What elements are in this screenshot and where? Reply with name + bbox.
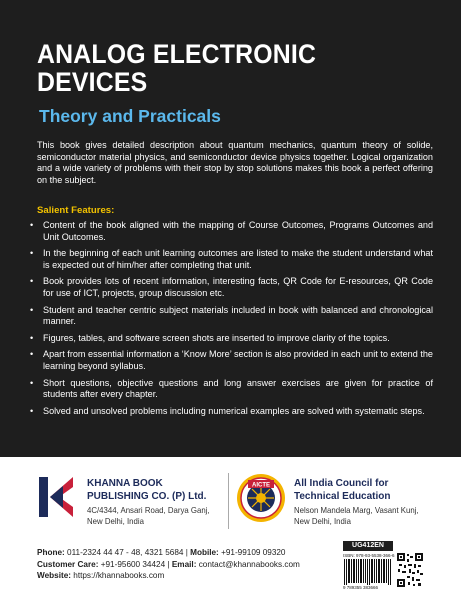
feature-item: • Content of the book aligned with the mapping of Course Outcomes, Programs Outcomes and Unit Outcomes. — [30, 220, 433, 243]
feature-item: • Student and teacher centric subject materials included in book with balanced and chronological manner. — [30, 305, 433, 328]
salient-features-list — [30, 220, 433, 422]
aicte-name — [294, 477, 391, 503]
aicte-name-line-1: All India Council for — [294, 478, 389, 489]
khanna-logo-icon — [37, 475, 77, 519]
book-title — [37, 40, 316, 96]
feature-item: • In the beginning of each unit learning outcomes are listed to make the student understand what is expected out of him/her after completing that unit. — [30, 248, 433, 271]
publisher-name — [87, 477, 206, 503]
phone-line — [37, 547, 300, 559]
contact-block — [37, 547, 300, 582]
aicte-address — [294, 505, 419, 526]
phone-value: 011-2324 44 47 - 48, 4321 5684 — [67, 548, 184, 557]
book-title-line-1: ANALOG ELECTRONIC — [37, 39, 317, 69]
aicte-address-line-2: New Delhi, India — [294, 515, 351, 526]
barcode-number: 9 789355 383666 — [343, 585, 379, 590]
mobile-label: Mobile: — [190, 548, 219, 557]
customer-care-label: Customer Care: — [37, 559, 99, 569]
feature-item: • Book provides lots of recent information, interesting facts, QR Code for E-resources, QR Code for use of ICT, projects, group discussion etc. — [30, 276, 433, 299]
publisher-address-line-2: New Delhi, India — [87, 515, 144, 526]
salient-features-heading: Salient Features: — [37, 205, 115, 216]
feature-item: • Short questions, objective questions and long answer exercises are given for practice of students after every chapter. — [30, 378, 433, 401]
book-description: This book gives detailed description about quantum mechanics, quantum theory of solide, semiconductor material physics, and semiconductor device physics together. Logical organization and a wide variety of problems with their stop by stop solutions makes this book a perfect offering on the subject. — [37, 140, 433, 185]
feature-item: • Figures, tables, and software screen shots are inserted to improve clarity of the topics. — [30, 333, 433, 345]
book-title-line-2: DEVICES — [37, 67, 148, 97]
phone-label: Phone: — [37, 548, 65, 557]
feature-item: • Solved and unsolved problems including numerical examples are solved with systematic steps. — [30, 406, 433, 418]
book-code-area — [343, 541, 425, 593]
publisher-name-line-2: PUBLISHING CO. (P) Ltd. — [87, 491, 207, 502]
website-label: Website: — [37, 571, 71, 580]
customer-care-value: +91-95600 34424 — [100, 559, 166, 569]
feature-item: • Apart from essential information a ‘Know More’ section is also provided in each unit to extend the learning beyond syllabus. — [30, 349, 433, 372]
publisher-address — [87, 505, 210, 526]
footer-divider — [228, 473, 229, 529]
aicte-logo-text: AICTE — [252, 482, 270, 489]
publisher-address-line-1: 4C/4344, Ansari Road, Darya Ganj, — [87, 505, 210, 515]
separator: | — [167, 559, 172, 569]
separator: | — [185, 548, 191, 557]
website-link[interactable]: https://khannabooks.com — [73, 571, 165, 580]
aicte-name-line-2: Technical Education — [294, 491, 391, 502]
mobile-value: +91-99109 09320 — [221, 548, 286, 557]
aicte-address-line-1: Nelson Mandela Marg, Vasant Kunj, — [294, 505, 419, 515]
barcode-icon — [343, 559, 393, 585]
qr-code-icon[interactable] — [397, 553, 423, 587]
isbn-text: ISBN: 978-93-5538-366-6 — [343, 553, 395, 558]
aicte-emblem-icon — [236, 473, 286, 523]
book-code: UG412EN — [343, 541, 393, 551]
care-line — [37, 559, 300, 571]
website-line — [37, 570, 300, 582]
email-link[interactable]: contact@khannabooks.com — [198, 559, 300, 569]
email-label: Email: — [171, 559, 197, 569]
book-subtitle: Theory and Practicals — [39, 106, 221, 126]
publisher-name-line-1: KHANNA BOOK — [87, 478, 163, 489]
publisher-footer — [0, 457, 461, 606]
